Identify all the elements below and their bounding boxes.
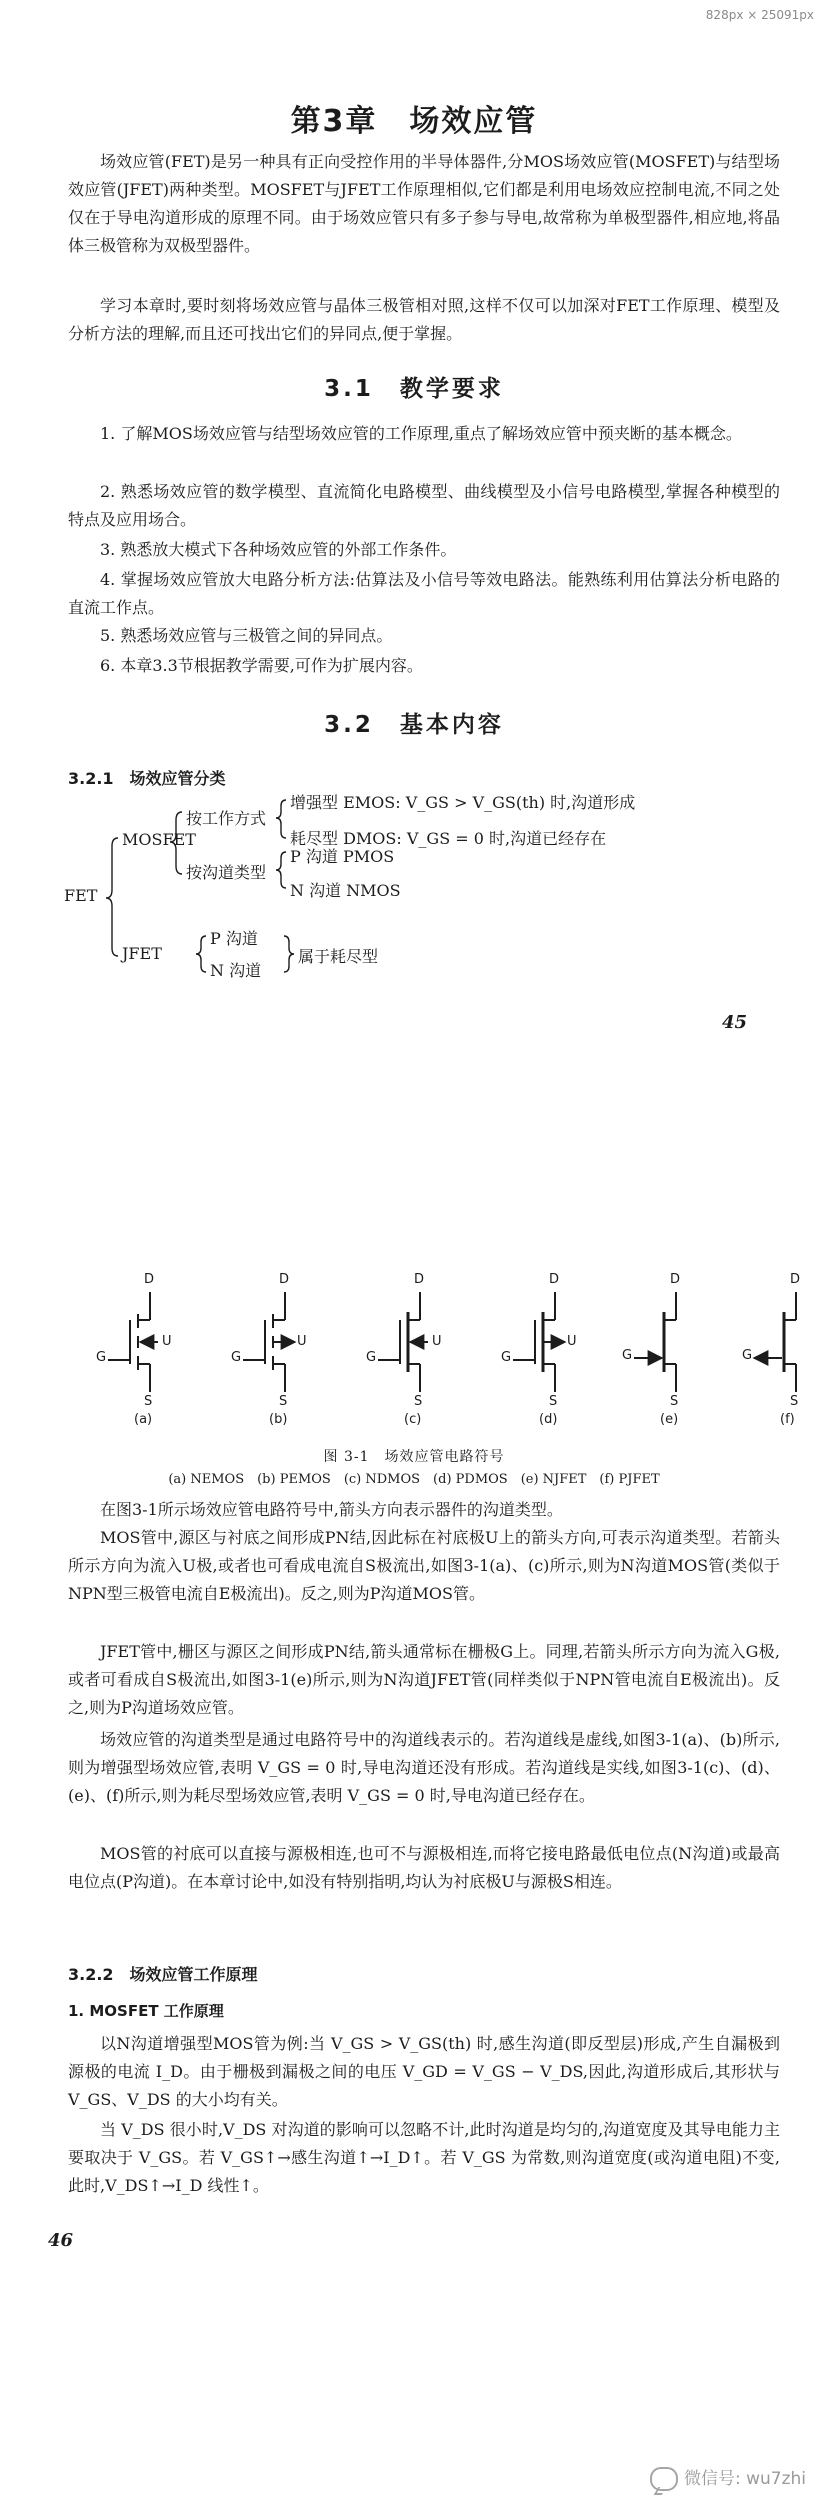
intro-paragraph-1: 场效应管(FET)是另一种具有正向受控作用的半导体器件,分MOS场效应管(MOSFET)与结型场效应管(JFET)两种类型。MOSFET与JFET工作原理相似,它们都是利用电场效应控制电流,不同之处仅在于导电沟道形成的原理不同。由于场效应管只有多子参与导电,故常称为单极型器件,相应地,将晶体三极管称为双极型器件。 <box>68 152 780 255</box>
symbol-pjfet <box>754 1292 796 1392</box>
wechat-watermark <box>650 2464 806 2491</box>
body-paragraph: MOS管的衬底可以直接与源极相连,也可不与源极相连,而将它接电路最低电位点(N沟道)或最高电位点(P沟道)。在本章讨论中,如没有特别指明,均认为衬底极U与源极S相连。 <box>68 1844 780 1891</box>
tree-node-mosfet: MOSFET <box>122 830 196 849</box>
tree-leaf-dmos: 耗尽型 DMOS: V_GS = 0 时,沟道已经存在 <box>290 829 607 848</box>
body-paragraph: 场效应管的沟道类型是通过电路符号中的沟道线表示的。若沟道线是虚线,如图3-1(a)、(b)所示,则为增强型场效应管,表明 V_GS = 0 时,导电沟道还没有形成。若沟道线是实线,如图3-1(c)、(d)、(e)、(f)所示,则为耗尽型场效应管,表明 V_GS = 0 时,导电沟道已经存在。 <box>68 1730 780 1805</box>
terminal-d: D <box>144 1272 155 1287</box>
terminal-d: D <box>790 1272 801 1287</box>
terminal-g: G <box>622 1348 633 1363</box>
symbol-label: (d) <box>539 1412 558 1427</box>
figure-caption: 图 3-1 场效应管电路符号 <box>323 1449 505 1465</box>
body-paragraph: JFET管中,栅区与源区之间形成PN结,箭头通常标在栅极G上。同理,若箭头所示方向为流入G极,或者可看成自S极流出,如图3-1(e)所示,则为N沟道JFET管(同样类似于NPN管电流自E极流出)。反之,则为P沟道场效应管。 <box>68 1642 780 1717</box>
terminal-s: S <box>279 1394 288 1409</box>
terminal-g: G <box>366 1350 377 1365</box>
terminal-g: G <box>231 1350 242 1365</box>
symbol-label: (c) <box>404 1412 422 1427</box>
requirement-item: 4. 掌握场效应管放大电路分析方法:估算法及小信号等效电路法。能熟练利用估算法分析电路的直流工作点。 <box>68 570 780 617</box>
symbol-label: (a) <box>134 1412 153 1427</box>
page-46 <box>0 1240 828 2509</box>
tree-leaf-pmos: P 沟道 PMOS <box>290 847 395 866</box>
terminal-s: S <box>144 1394 153 1409</box>
symbol-label: (e) <box>660 1412 679 1427</box>
symbol-label: (f) <box>780 1412 795 1427</box>
page-number: 45 <box>722 1012 748 1033</box>
symbol-nemos <box>108 1292 158 1392</box>
body-paragraph: 以N沟道增强型MOS管为例:当 V_GS > V_GS(th) 时,感生沟道(即反型层)形成,产生自漏极到源极的电流 I_D。由于栅极到漏极之间的电压 V_GD = V_GS − V_DS,因此,沟道形成后,其形状与 V_GS、V_DS 的大小均有关。 <box>68 2034 780 2109</box>
body-paragraph: 当 V_DS 很小时,V_DS 对沟道的影响可以忽略不计,此时沟道是均匀的,沟道宽度及其导电能力主要取决于 V_GS。若 V_GS↑→感生沟道↑→I_D↑。若 V_GS 为常数,则沟道宽度(或沟道电阻)不变,此时,V_DS↑→I_D 线性↑。 <box>68 2120 780 2195</box>
tree-root-fet: FET <box>64 886 98 905</box>
terminal-d: D <box>670 1272 681 1287</box>
fet-symbols-figure <box>0 1240 828 1440</box>
terminal-s: S <box>414 1394 423 1409</box>
symbol-ndmos <box>378 1292 428 1392</box>
requirement-item: 6. 本章3.3节根据教学需要,可作为扩展内容。 <box>100 656 423 675</box>
subsection-321-title: 3.2.1 场效应管分类 <box>68 769 226 788</box>
terminal-d: D <box>549 1272 560 1287</box>
tree-note-depletion: 属于耗尽型 <box>298 947 379 966</box>
image-dimensions-label: 828px × 25091px <box>705 8 814 22</box>
figure-subcaption: (a) NEMOS (b) PEMOS (c) NDMOS (d) PDMOS (e) NJFET (f) PJFET <box>168 1472 660 1487</box>
terminal-d: D <box>414 1272 425 1287</box>
page-45 <box>0 0 828 1230</box>
page-number: 46 <box>48 2230 74 2251</box>
tree-node-jfet: JFET <box>122 944 162 963</box>
wechat-icon <box>650 2467 678 2491</box>
tree-brackets <box>0 0 828 1230</box>
terminal-u: U <box>567 1334 577 1349</box>
tree-leaf-emos: 增强型 EMOS: V_GS > V_GS(th) 时,沟道形成 <box>290 793 636 812</box>
tree-leaf-nmos: N 沟道 NMOS <box>290 881 401 900</box>
section-31-title: 3.1 教学要求 <box>324 376 504 402</box>
terminal-s: S <box>790 1394 799 1409</box>
requirement-item: 3. 熟悉放大模式下各种场效应管的外部工作条件。 <box>100 540 457 559</box>
terminal-d: D <box>279 1272 290 1287</box>
symbol-njfet <box>634 1292 676 1392</box>
subsection-mosfet-principle: 1. MOSFET 工作原理 <box>68 2002 224 2020</box>
intro-paragraph-2: 学习本章时,要时刻将场效应管与晶体三极管相对照,这样不仅可以加深对FET工作原理、模型及分析方法的理解,而且还可找出它们的异同点,便于掌握。 <box>68 296 780 343</box>
tree-node-by-mode: 按工作方式 <box>186 809 267 828</box>
requirement-item: 2. 熟悉场效应管的数学模型、直流简化电路模型、曲线模型及小信号电路模型,掌握各种模型的特点及应用场合。 <box>68 482 780 529</box>
terminal-g: G <box>501 1350 512 1365</box>
symbol-pemos <box>243 1292 295 1392</box>
terminal-u: U <box>162 1334 172 1349</box>
requirement-item: 5. 熟悉场效应管与三极管之间的异同点。 <box>100 626 393 645</box>
terminal-g: G <box>742 1348 753 1363</box>
tree-node-by-channel: 按沟道类型 <box>186 863 267 882</box>
tree-leaf-jfet-p: P 沟道 <box>210 929 258 948</box>
subsection-322-title: 3.2.2 场效应管工作原理 <box>68 1965 258 1984</box>
chapter-title: 第3章 场效应管 <box>290 104 538 139</box>
tree-leaf-jfet-n: N 沟道 <box>210 961 262 980</box>
symbol-pdmos <box>513 1292 565 1392</box>
terminal-u: U <box>297 1334 307 1349</box>
terminal-u: U <box>432 1334 442 1349</box>
requirement-item: 1. 了解MOS场效应管与结型场效应管的工作原理,重点了解场效应管中预夹断的基本概念。 <box>100 424 742 443</box>
symbol-label: (b) <box>269 1412 288 1427</box>
terminal-g: G <box>96 1350 107 1365</box>
body-paragraph: 在图3-1所示场效应管电路符号中,箭头方向表示器件的沟道类型。 <box>100 1500 563 1519</box>
terminal-s: S <box>670 1394 679 1409</box>
section-32-title: 3.2 基本内容 <box>324 712 504 738</box>
body-paragraph: MOS管中,源区与衬底之间形成PN结,因此标在衬底极U上的箭头方向,可表示沟道类型。若箭头所示方向为流入U极,或者也可看成电流自S极流出,如图3-1(a)、(c)所示,则为N沟道MOS管(类似于NPN型三极管电流自E极流出)。反之,则为P沟道MOS管。 <box>68 1528 780 1603</box>
watermark-text: 微信号: wu7zhi <box>683 2469 806 2489</box>
terminal-s: S <box>549 1394 558 1409</box>
